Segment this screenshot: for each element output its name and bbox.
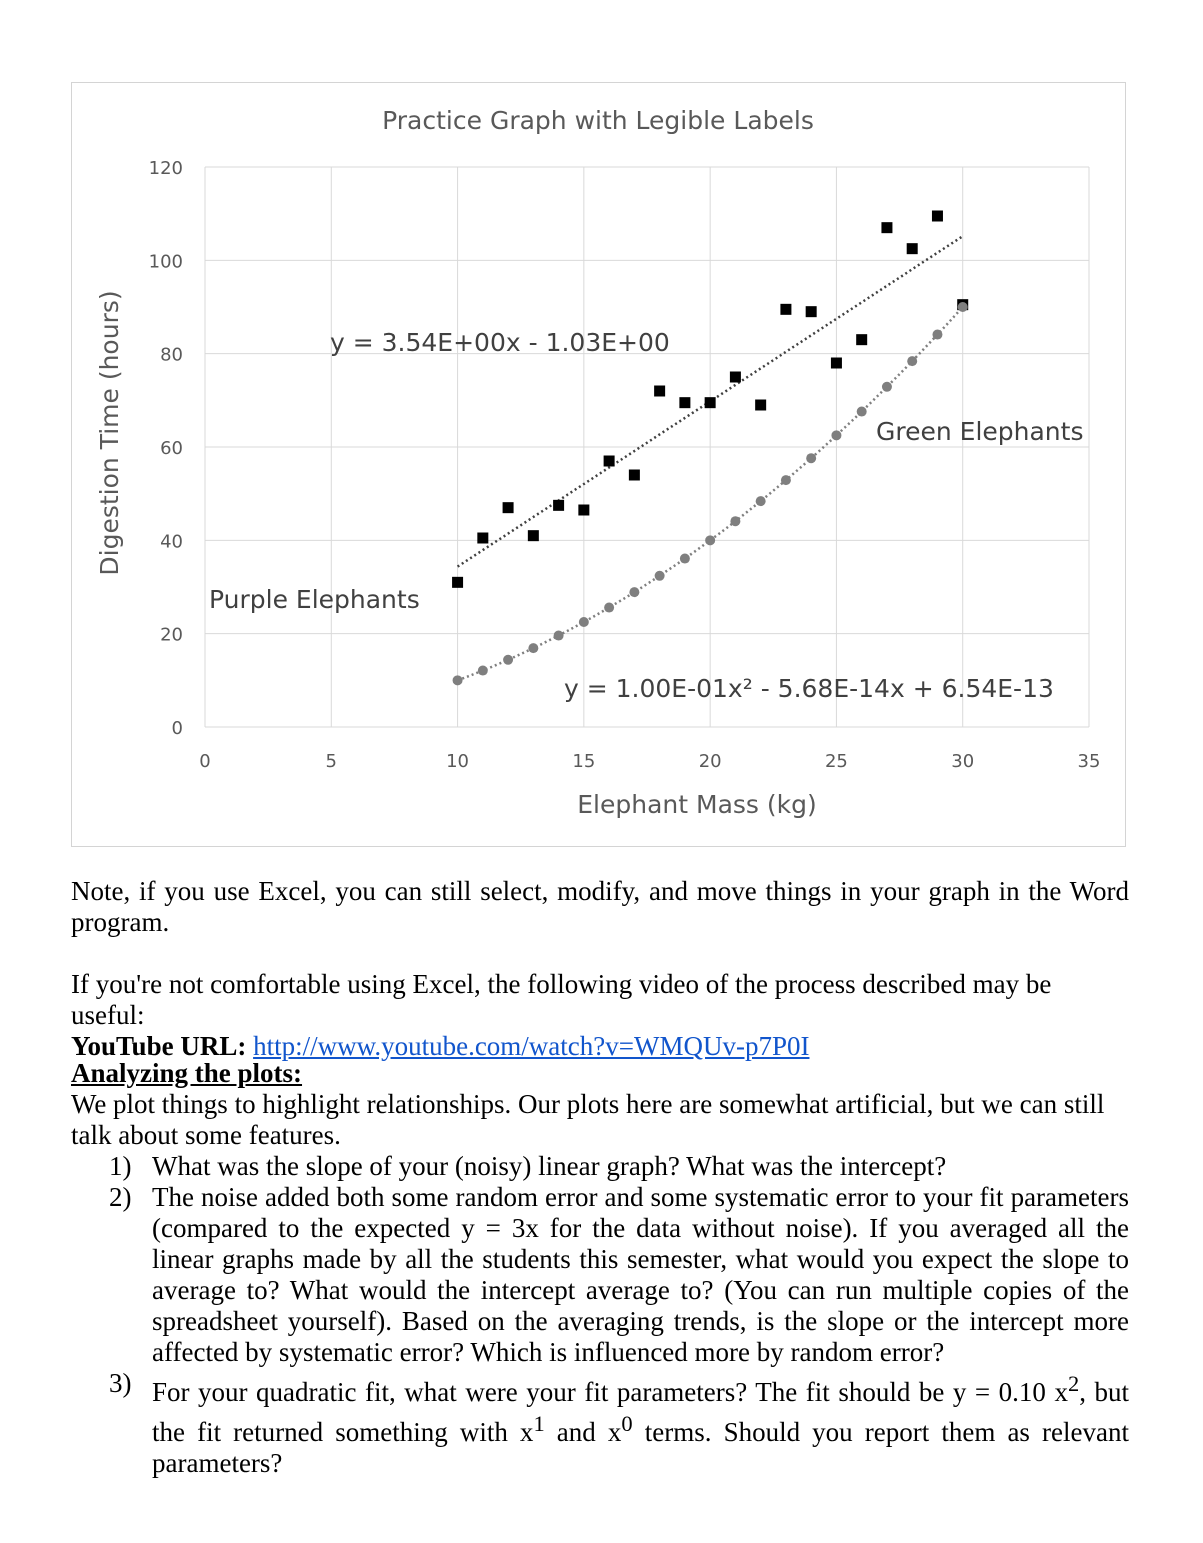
y-tick-label: 80 [160,344,183,366]
y-axis-label: Digestion Time (hours) [95,290,124,576]
purple-elephant-point [477,533,488,544]
purple-elephant-point [806,306,817,317]
question-text-part: For your quadratic fit, what were your fit parameters? The fit should be y = 0.10 x [152,1377,1068,1407]
x-tick-label: 0 [199,751,211,772]
purple-elephant-point [932,211,943,222]
question-item [71,1151,1129,1182]
green-elephant-point [907,356,917,366]
purple-elephant-point [780,304,791,315]
green-elephant-point [882,382,892,392]
purple-elephant-point [604,456,615,467]
question-text-part: , but the fit returned something with x [152,1377,1129,1447]
purple-elephant-point [578,505,589,516]
linear-fit-equation: y = 3.54E+00x - 1.03E+00 [330,328,670,357]
question-text: The noise added both some random error and some systematic error to your fit parameters (compared to the expected y = 3x for the data without noise). If you averaged all the linear graphs made by all the students this semester, what would you expect the slope to average to? What would the intercept average to? (You can run multiple copies of the spreadsheet yourself). Based on the averaging trends, is the slope or the intercept more affected by systematic error? Which is influenced more by random error? [152,1182,1129,1367]
section-heading: Analyzing the plots: [71,1058,303,1088]
green-elephant-point [655,571,665,581]
purple-elephant-point [503,502,514,513]
green-elephant-point [730,516,740,526]
green-elephant-point [756,496,766,506]
youtube-label: YouTube URL: [71,1031,247,1061]
x-tick-label: 20 [698,751,722,772]
green-elephant-point [806,453,816,463]
purple-elephant-point [553,500,564,511]
series-label-green: Green Elephants [876,417,1084,446]
green-elephant-point [554,631,564,641]
green-elephant-point [629,587,639,597]
x-tick-label: 35 [1077,751,1101,772]
green-elephant-point [604,603,614,613]
y-tick-label: 60 [160,438,183,459]
green-elephant-point [831,430,841,440]
x-axis-label: Elephant Mass (kg) [577,790,817,819]
purple-elephant-point [730,372,741,383]
quadratic-fit-equation: y = 1.00E-01x² - 5.68E-14x + 6.54E-13 [564,674,1054,703]
question-item [71,1368,1129,1479]
x-tick-label: 5 [325,751,338,772]
y-tick-label: 0 [171,718,183,739]
x-tick-label: 15 [572,751,596,772]
chart-container [71,82,1126,847]
x-tick-label: 25 [824,751,848,772]
superscript: 2 [1067,1371,1080,1396]
excel-video-paragraph [71,969,1129,1062]
purple-elephant-point [452,577,463,588]
purple-elephant-point [629,470,640,481]
green-elephant-point [932,330,942,340]
purple-elephant-point [856,334,867,345]
purple-elephant-point [679,397,690,408]
green-elephant-point [680,554,690,564]
green-elephant-point [705,535,715,545]
question-number: 2) [109,1182,132,1212]
green-elephant-point [958,302,968,312]
superscript: 0 [621,1411,633,1436]
chart-title: Practice Graph with Legible Labels [382,106,814,135]
question-text: What was the slope of your (noisy) linear graph? What was the intercept? [152,1151,947,1181]
y-tick-label: 40 [160,531,183,553]
excel-intro-text: If you're not comfortable using Excel, the following video of the process described may be useful: [71,969,1052,1030]
scatter-chart [72,83,1127,848]
green-elephant-point [857,407,867,417]
green-elephant-point [781,475,791,485]
purple-elephant-point [907,243,918,254]
y-tick-label: 120 [148,158,183,179]
question-number: 3) [109,1368,132,1398]
y-tick-label: 20 [160,624,183,646]
green-elephant-point [453,675,463,685]
youtube-link[interactable]: http://www.youtube.com/watch?v=WMQUv-p7P0I [253,1031,810,1061]
purple-elephant-point [831,358,842,369]
green-elephant-point [579,617,589,627]
superscript: 1 [533,1411,545,1436]
purple-elephant-point [755,400,766,411]
purple-elephant-point [881,222,892,233]
analysis-section [71,1058,1129,1479]
chart-gridlines [205,167,1089,727]
green-elephant-point [503,655,513,665]
green-elephant-point [478,666,488,676]
purple-elephant-point [528,530,539,541]
question-text-part: and x [544,1417,622,1447]
purple-elephant-point [705,397,716,408]
question-text-part: terms. Should you report them as relevant parameters? [152,1417,1129,1478]
x-tick-label: 30 [951,751,975,772]
question-item [71,1182,1129,1368]
section-intro: We plot things to highlight relationships. Our plots here are somewhat artificial, but we can still talk about some features. [71,1089,1105,1150]
note-paragraph: Note, if you use Excel, you can still select, modify, and move things in your graph in the Word program. [71,876,1129,937]
question-number: 1) [109,1151,132,1181]
x-tick-label: 10 [446,751,470,772]
y-tick-label: 100 [148,251,183,273]
green-elephant-point [528,643,538,653]
series-label-purple: Purple Elephants [209,585,420,614]
question-list [71,1151,1129,1479]
purple-elephant-point [654,386,665,397]
